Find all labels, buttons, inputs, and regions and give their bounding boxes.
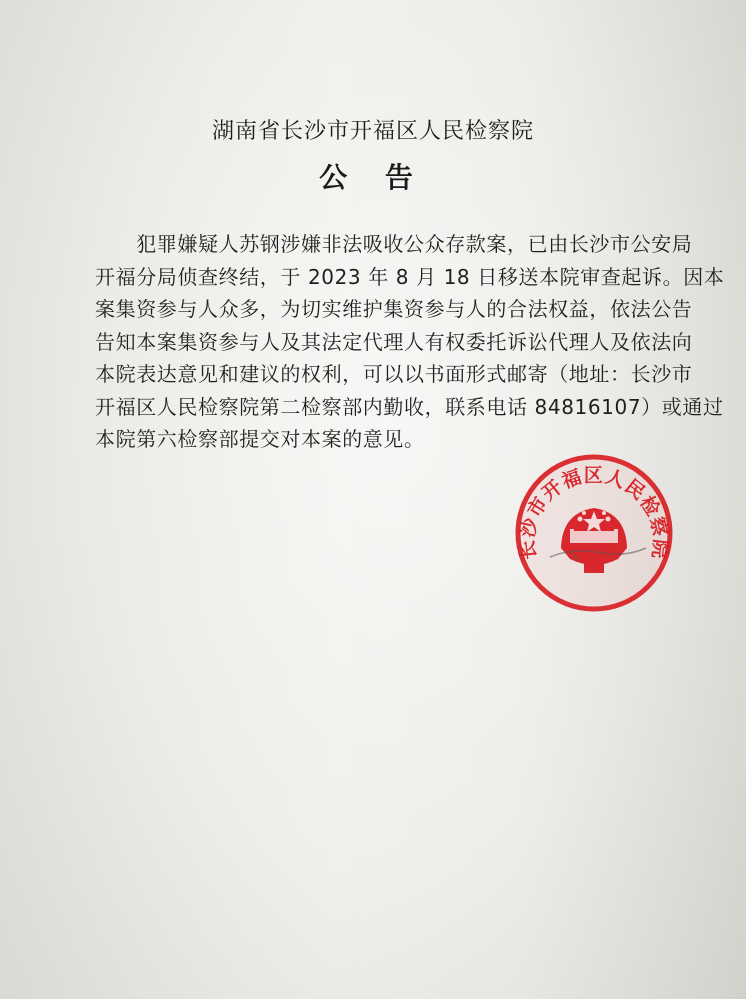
- body-line: 本院第六检察部提交对本案的意见。: [95, 427, 425, 451]
- notice-body: [95, 228, 725, 456]
- body-line: 开福分局侦查终结，于 2023 年 8 月 18 日移送本院审查起诉。因本: [95, 264, 725, 289]
- body-line: 本院表达意见和建议的权利，可以以书面形式邮寄（地址：长沙市: [95, 362, 693, 386]
- body-line: 案集资参与人众多，为切实维护集资参与人的合法权益，依法公告: [95, 297, 693, 321]
- seal-graphic: [514, 453, 674, 613]
- seal-text: 长沙市开福区人民检察院: [516, 464, 672, 561]
- notice-title: 公 告: [319, 161, 427, 194]
- body-line: 开福区人民检察院第二检察部内勤收，联系电话 84816107）或通过: [95, 394, 724, 419]
- body-line: 告知本案集资参与人及其法定代理人有权委托诉讼代理人及依法向: [95, 329, 693, 354]
- official-seal: [514, 453, 674, 613]
- body-line: 犯罪嫌疑人苏钢涉嫌非法吸收公众存款案，已由长沙市公安局: [95, 232, 693, 256]
- organization-heading: 湖南省长沙市开福区人民检察院: [211, 119, 534, 144]
